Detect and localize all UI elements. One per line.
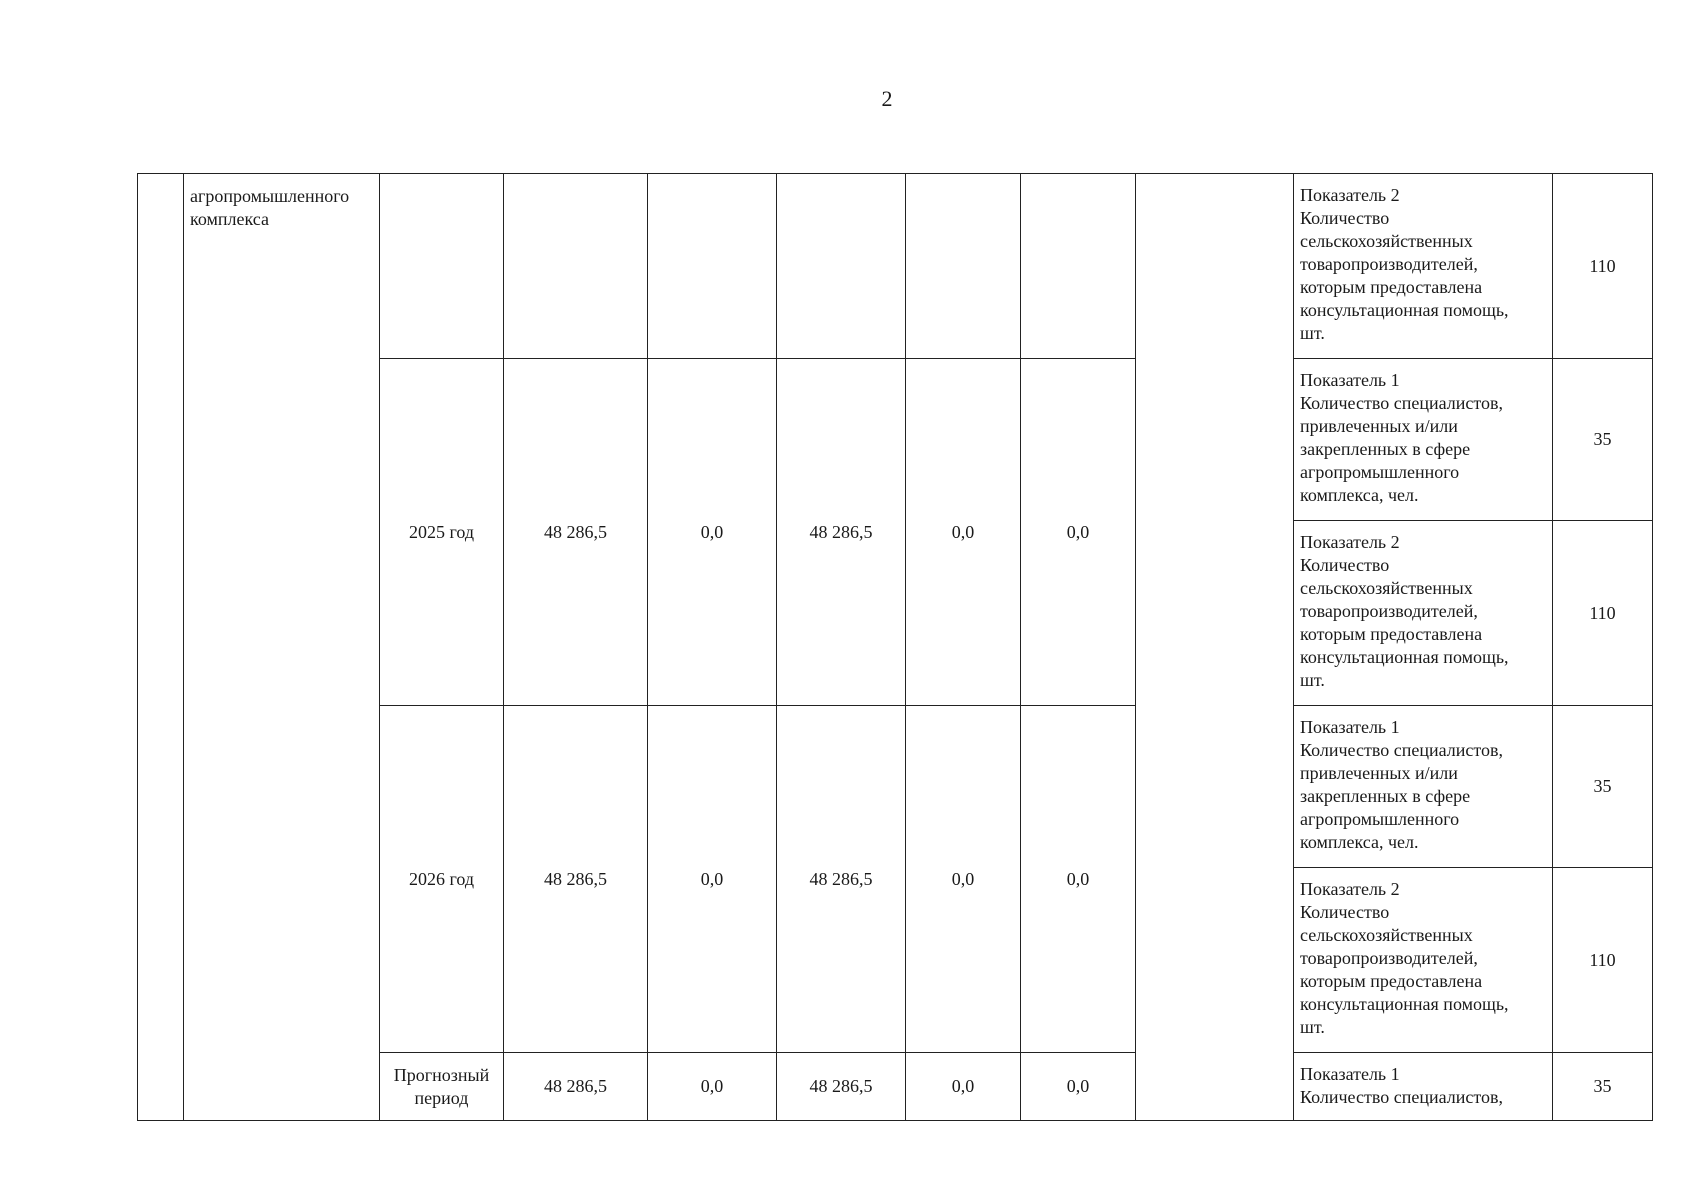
value-cell: 48 286,5 xyxy=(777,706,906,1053)
number-cell xyxy=(138,174,184,1121)
value-cell: 48 286,5 xyxy=(504,1053,648,1121)
value-cell: 0,0 xyxy=(906,359,1021,706)
indicator-title: Показатель 2 xyxy=(1300,185,1400,205)
indicator-description: Количество специалистов, привлеченных и/или закрепленных в сфере агропромышленного комплекса, чел. xyxy=(1300,393,1503,505)
value-cell xyxy=(1021,174,1136,359)
executor-cell xyxy=(1136,174,1294,1121)
value-cell xyxy=(504,174,648,359)
value-cell: 48 286,5 xyxy=(504,359,648,706)
value-cell: 0,0 xyxy=(906,1053,1021,1121)
indicator-value: 110 xyxy=(1553,521,1653,706)
program-name-cell xyxy=(184,174,380,1121)
value-cell xyxy=(906,174,1021,359)
indicator-value: 110 xyxy=(1553,174,1653,359)
value-cell: 0,0 xyxy=(906,706,1021,1053)
indicator-title: Показатель 2 xyxy=(1300,879,1400,899)
page-number: 2 xyxy=(881,86,893,111)
period-label: Прогнозный период xyxy=(380,1053,504,1121)
period-label: 2025 год xyxy=(380,359,504,706)
value-cell: 0,0 xyxy=(1021,706,1136,1053)
indicator-title: Показатель 1 xyxy=(1300,717,1400,737)
period-label: 2026 год xyxy=(380,706,504,1053)
indicator-description: Количество сельскохозяйственных товаропроизводителей, которым предоставлена консультационная помощь, шт. xyxy=(1300,208,1509,343)
indicator-value: 35 xyxy=(1553,706,1653,868)
indicator-cell xyxy=(1294,1053,1553,1121)
indicator-description: Количество специалистов, xyxy=(1300,1087,1503,1107)
value-cell: 48 286,5 xyxy=(777,1053,906,1121)
table-row xyxy=(138,174,1653,359)
value-cell: 48 286,5 xyxy=(504,706,648,1053)
value-cell: 0,0 xyxy=(648,1053,777,1121)
program-name: агропромышленного комплекса xyxy=(190,186,350,229)
indicator-cell xyxy=(1294,174,1553,359)
indicator-value: 35 xyxy=(1553,1053,1653,1121)
indicator-title: Показатель 1 xyxy=(1300,370,1400,390)
value-cell: 0,0 xyxy=(648,706,777,1053)
indicator-title: Показатель 1 xyxy=(1300,1064,1400,1084)
indicator-value: 35 xyxy=(1553,359,1653,521)
indicator-value: 110 xyxy=(1553,868,1653,1053)
indicator-cell xyxy=(1294,359,1553,521)
indicator-cell xyxy=(1294,868,1553,1053)
value-cell: 0,0 xyxy=(1021,359,1136,706)
indicator-title: Показатель 2 xyxy=(1300,532,1400,552)
indicator-description: Количество сельскохозяйственных товаропроизводителей, которым предоставлена консультационная помощь, шт. xyxy=(1300,555,1509,690)
indicator-description: Количество сельскохозяйственных товаропроизводителей, которым предоставлена консультационная помощь, шт. xyxy=(1300,902,1509,1037)
indicator-cell xyxy=(1294,706,1553,868)
value-cell xyxy=(777,174,906,359)
program-table xyxy=(137,173,1653,1121)
indicator-cell xyxy=(1294,521,1553,706)
value-cell: 0,0 xyxy=(1021,1053,1136,1121)
indicator-description: Количество специалистов, привлеченных и/или закрепленных в сфере агропромышленного комплекса, чел. xyxy=(1300,740,1503,852)
value-cell: 48 286,5 xyxy=(777,359,906,706)
value-cell: 0,0 xyxy=(648,359,777,706)
period-cell xyxy=(380,174,504,359)
value-cell xyxy=(648,174,777,359)
